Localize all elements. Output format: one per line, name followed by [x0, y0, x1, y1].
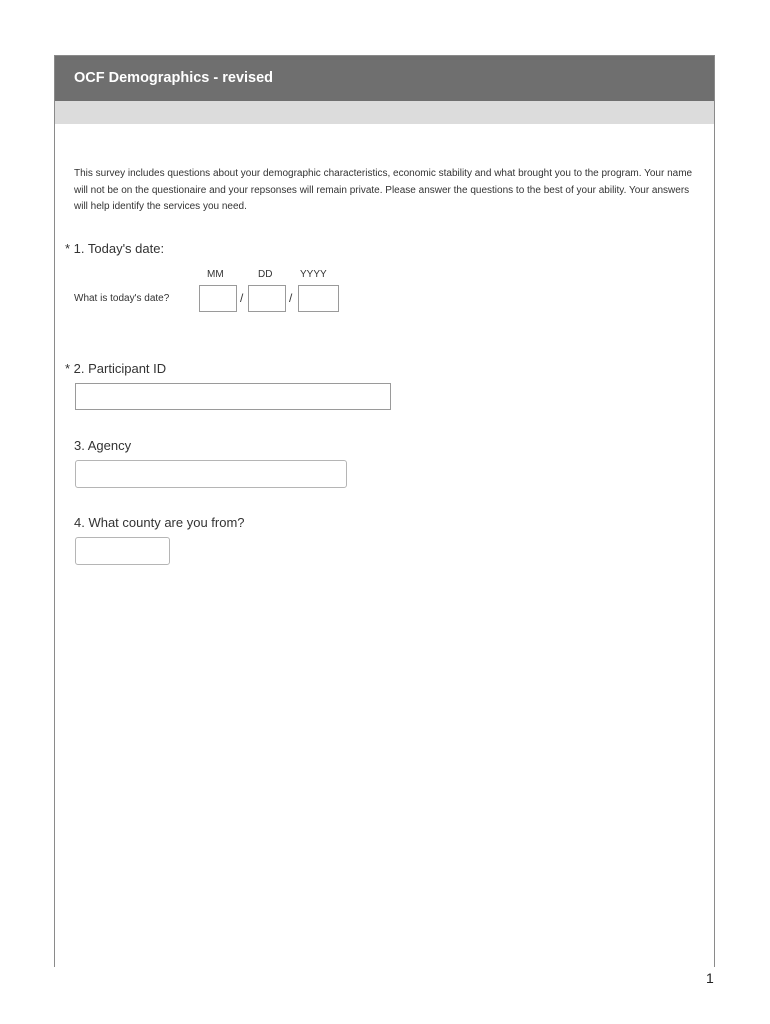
question-2-label: * 2. Participant ID — [65, 361, 167, 376]
survey-frame — [54, 55, 715, 967]
question-1-label: * 1. Today's date: — [65, 241, 165, 256]
mm-header: MM — [207, 269, 224, 280]
yyyy-header: YYYY — [300, 269, 327, 280]
dd-header: DD — [258, 269, 273, 280]
agency-input[interactable] — [75, 460, 347, 488]
sub-bar — [55, 101, 714, 124]
date-separator: / — [289, 291, 293, 305]
year-input[interactable] — [298, 285, 339, 312]
date-row-label: What is today's date? — [74, 293, 170, 304]
month-input[interactable] — [199, 285, 237, 312]
survey-title: OCF Demographics - revised — [74, 70, 274, 86]
county-input[interactable] — [75, 537, 170, 565]
question-4-label: 4. What county are you from? — [74, 515, 245, 530]
title-bar — [55, 56, 714, 101]
page-number: 1 — [706, 970, 714, 986]
participant-id-input[interactable] — [75, 383, 391, 410]
date-separator: / — [240, 291, 244, 305]
survey-intro: This survey includes questions about your demographic characteristics, economic stability and what brought you to the program. Your name will not be on the questionaire and your repsonses will remain private. Please answer the questions to the best of your ability. Your answers will help identify the services you need. — [74, 168, 693, 212]
question-3-label: 3. Agency — [74, 438, 132, 453]
day-input[interactable] — [248, 285, 286, 312]
